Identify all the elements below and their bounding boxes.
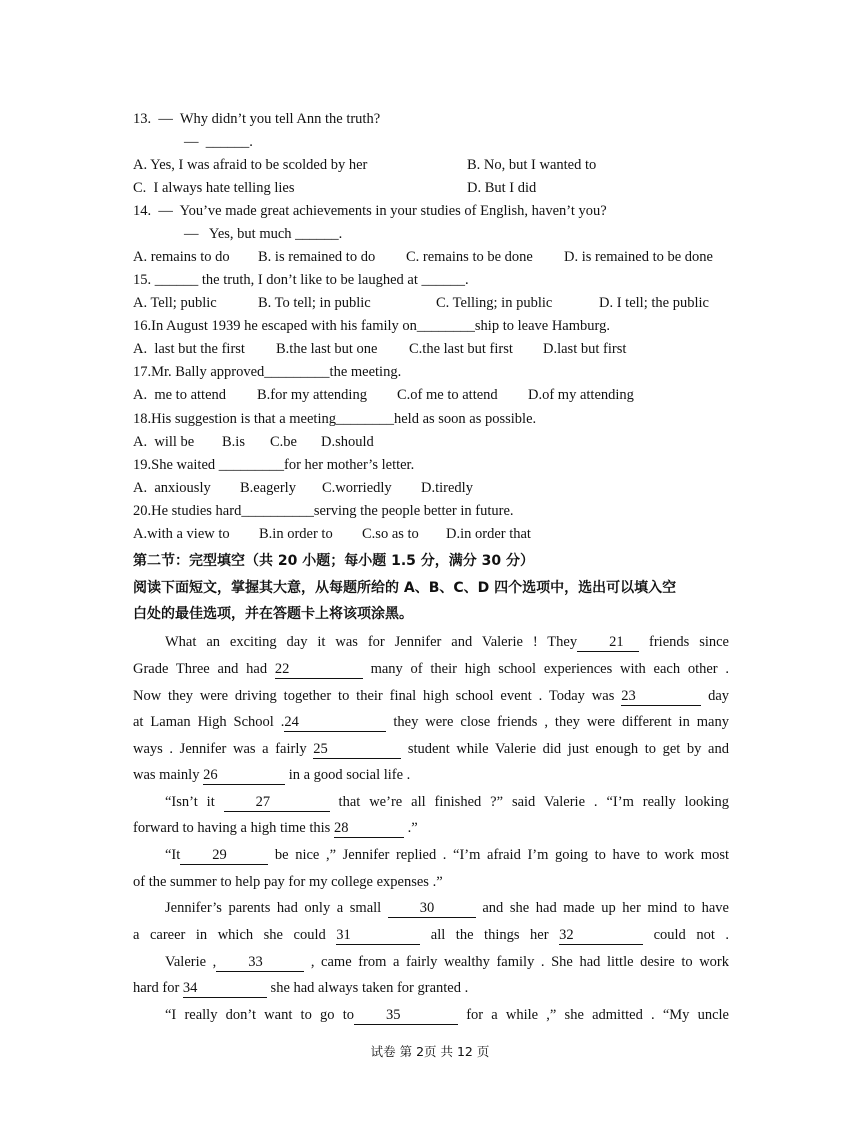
q17-option-c: C.of me to attend <box>397 387 498 403</box>
passage-line: of the summer to help pay for my college expenses .” <box>133 874 443 890</box>
passage-line: Valerie , 33 , came from a fairly wealthy family . She had little desire to work <box>165 954 729 970</box>
q13-option-b: B. No, but I wanted to <box>467 157 597 173</box>
section-instruction-line-2: 白处的最佳选项，并在答题卡上将该项涂黑。 <box>133 606 413 622</box>
q16-option-d: D.last but first <box>543 341 627 357</box>
question-13-stem: 13. — Why didn’t you tell Ann the truth? <box>133 111 381 127</box>
q16-option-b: B.the last but one <box>276 341 378 357</box>
question-15-stem: 15. ______ the truth, I don’t like to be laughed at ______. <box>133 272 469 288</box>
q19-option-b: B.eagerly <box>240 480 296 496</box>
passage-line: Jennifer’s parents had only a small 30 and she had made up her mind to have <box>165 900 729 916</box>
blank-27: 27 <box>224 795 330 812</box>
blank-24: 24 <box>284 715 386 732</box>
q14-option-d: D. is remained to be done <box>564 249 713 265</box>
q20-option-b: B.in order to <box>259 526 333 542</box>
blank-32: 32 <box>559 928 643 945</box>
q19-option-d: D.tiredly <box>421 480 473 496</box>
passage-line: “I really don’t want to go to 35 for a while ,” she admitted . “My uncle <box>165 1007 729 1023</box>
blank-35: 35 <box>354 1008 458 1025</box>
section-instruction-line-1: 阅读下面短文，掌握其大意，从每题所给的 A、B、C、D 四个选项中，选出可以填入空 <box>133 580 677 596</box>
question-20-stem: 20.He studies hard__________serving the people better in future. <box>133 503 514 519</box>
q20-option-d: D.in order that <box>446 526 531 542</box>
passage-line: Now they were driving together to their final high school event . Today was 23 day <box>133 688 730 704</box>
blank-26: 26 <box>203 768 285 785</box>
q19-option-a: A. anxiously <box>133 480 211 496</box>
q20-option-c: C.so as to <box>362 526 419 542</box>
passage-line: “It 29 be nice ,” Jennifer replied . “I’m afraid I’m going to have to work most <box>165 847 729 863</box>
q17-option-d: D.of my attending <box>528 387 634 403</box>
question-14-reply: — Yes, but much ______. <box>184 226 343 242</box>
passage-line: at Laman High School .24 they were close friends , they were different in many <box>133 714 729 730</box>
blank-28: 28 <box>334 821 404 838</box>
blank-33: 33 <box>216 955 304 972</box>
q13-option-c: C. I always hate telling lies <box>133 180 295 196</box>
q14-option-a: A. remains to do <box>133 249 230 265</box>
q19-option-c: C.worriedly <box>322 480 392 496</box>
passage-line: hard for 34 she had always taken for granted . <box>133 980 469 996</box>
q15-option-d: D. I tell; the public <box>599 295 709 311</box>
q18-option-a: A. will be <box>133 434 195 450</box>
q13-option-a: A. Yes, I was afraid to be scolded by her <box>133 157 368 173</box>
passage-line: “Isn’t it 27 that we’re all finished ?” said Valerie . “I’m really looking <box>165 794 729 810</box>
question-13-reply: — ______. <box>184 134 253 150</box>
blank-23: 23 <box>621 689 701 706</box>
q14-option-c: C. remains to be done <box>406 249 533 265</box>
q18-option-c: C.be <box>270 434 297 450</box>
section-title: 第二节：完型填空（共 20 小题；每小题 1.5 分，满分 30 分） <box>133 553 535 569</box>
question-17-stem: 17.Mr. Bally approved_________the meeting. <box>133 364 402 380</box>
blank-21: 21 <box>577 635 639 652</box>
passage-line: was mainly 26 in a good social life . <box>133 767 411 783</box>
q16-option-c: C.the last but first <box>409 341 513 357</box>
q17-option-b: B.for my attending <box>257 387 367 403</box>
passage-line: Grade Three and had 22 many of their high school experiences with each other . <box>133 661 730 677</box>
q18-option-d: D.should <box>321 434 374 450</box>
blank-22: 22 <box>275 662 363 679</box>
question-18-stem: 18.His suggestion is that a meeting________held as soon as possible. <box>133 411 537 427</box>
q15-option-c: C. Telling; in public <box>436 295 553 311</box>
blank-34: 34 <box>183 981 267 998</box>
blank-29: 29 <box>180 848 268 865</box>
passage-line: forward to having a high time this 28 .” <box>133 820 418 836</box>
passage-line: ways . Jennifer was a fairly 25 student while Valerie did just enough to get by and <box>133 741 729 757</box>
q14-option-b: B. is remained to do <box>258 249 376 265</box>
passage-line: What an exciting day it was for Jennifer and Valerie ! They 21 friends since <box>165 634 729 650</box>
q20-option-a: A.with a view to <box>133 526 230 542</box>
blank-25: 25 <box>313 742 401 759</box>
blank-31: 31 <box>336 928 420 945</box>
blank-30: 30 <box>388 901 476 918</box>
q13-option-d: D. But I did <box>467 180 537 196</box>
passage-line: a career in which she could 31 all the things her 32 could not . <box>133 927 730 943</box>
q16-option-a: A. last but the first <box>133 341 245 357</box>
q18-option-b: B.is <box>222 434 245 450</box>
page-footer: 试卷 第 2页 共 12 页 <box>370 1044 490 1059</box>
question-16-stem: 16.In August 1939 he escaped with his family on________ship to leave Hamburg. <box>133 318 610 334</box>
question-19-stem: 19.She waited _________for her mother’s letter. <box>133 457 415 473</box>
q15-option-b: B. To tell; in public <box>258 295 371 311</box>
q17-option-a: A. me to attend <box>133 387 227 403</box>
question-14-stem: 14. — You’ve made great achievements in your studies of English, haven’t you? <box>133 203 607 219</box>
q15-option-a: A. Tell; public <box>133 295 217 311</box>
